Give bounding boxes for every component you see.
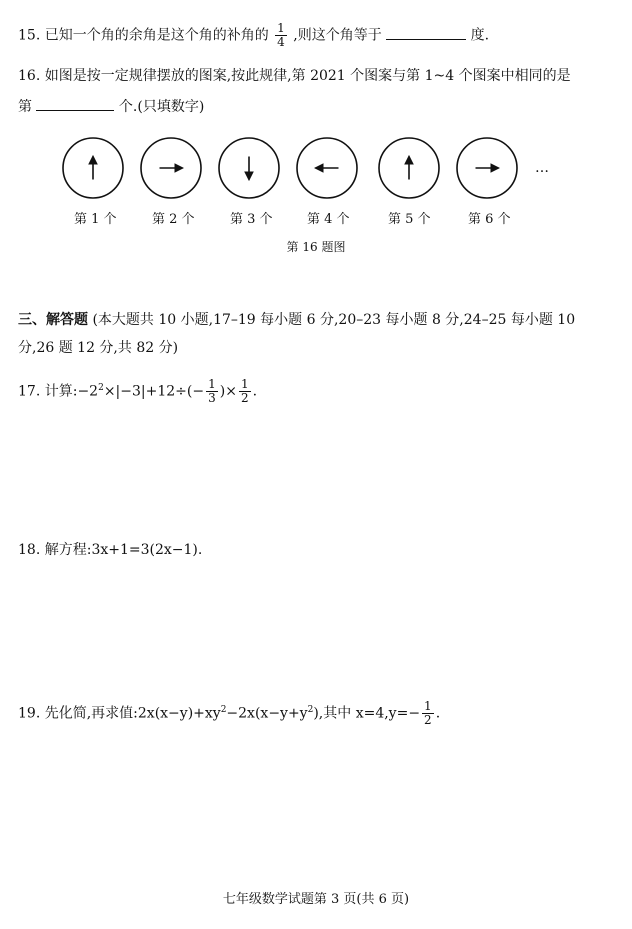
q19-expr-b: −2x(x−y+y <box>226 705 308 722</box>
q16-ellipsis: … <box>535 160 549 176</box>
q19-label: 19. 先化简,再求值: <box>18 705 138 722</box>
question-17 <box>18 378 257 405</box>
section-3-header <box>18 310 575 330</box>
q15-number: 15. <box>18 27 41 44</box>
section-3-title: 三、解答题 <box>18 312 88 328</box>
question-18 <box>18 540 202 560</box>
q17-frac2-num: 1 <box>240 377 249 392</box>
q15-fraction <box>275 22 287 49</box>
question-16-line2 <box>18 96 204 117</box>
q19-exp2: 2 <box>307 705 314 715</box>
q19-exp1: 2 <box>220 705 227 715</box>
question-16-line1 <box>18 66 571 86</box>
q17-frac1-num: 1 <box>208 377 216 392</box>
section-3-desc1: (本大题共 10 小题,17–19 每小题 6 分,20–23 每小题 8 分,24–25 每小题 10 <box>92 312 576 328</box>
q16-answer-blank[interactable] <box>36 96 114 111</box>
fig-label-4: 第 4 个 <box>307 212 350 227</box>
q16-figure-caption: 第 16 题图 <box>286 240 346 254</box>
q19-frac <box>422 700 434 727</box>
q17-frac1-den: 3 <box>208 391 216 406</box>
q15-text-before: 已知一个角的余角是这个角的补角的 <box>44 27 269 44</box>
q19-end: . <box>435 705 441 722</box>
fig-label-2: 第 2 个 <box>152 212 195 227</box>
fig-label-3: 第 3 个 <box>230 212 273 227</box>
section-3-header-line2 <box>18 338 178 358</box>
q19-frac-den: 2 <box>424 713 432 728</box>
q17-expr-c: )× <box>219 383 237 400</box>
q17-end: . <box>252 383 258 400</box>
q15-frac-den: 4 <box>277 35 285 49</box>
q15-answer-blank[interactable] <box>386 25 466 40</box>
q17-expr-a: −2 <box>77 383 99 400</box>
fig-label-6: 第 6 个 <box>468 212 511 227</box>
page-footer: 七年级数学试题第 3 页(共 6 页) <box>222 892 410 907</box>
q16-line2-after: 个.(只填数字) <box>118 99 205 115</box>
section-3-desc2: 分,26 题 12 分,共 82 分) <box>18 340 179 356</box>
q17-exp: 2 <box>98 383 104 393</box>
question-15 <box>18 22 489 49</box>
q17-label: 17. 计算: <box>18 383 78 400</box>
q15-frac-num: 1 <box>277 21 285 35</box>
q17-expr-b: ×|−3|+12÷(− <box>103 383 205 400</box>
q16-line2-before: 第 <box>18 99 32 115</box>
q15-unit: 度. <box>470 27 490 44</box>
q18-label: 18. 解方程: <box>18 542 92 558</box>
q18-equation: 3x+1=3(2x−1). <box>91 542 203 558</box>
fig-label-5: 第 5 个 <box>388 212 431 227</box>
question-19 <box>18 700 440 727</box>
q19-frac-num: 1 <box>424 699 432 714</box>
fig-label-1: 第 1 个 <box>74 212 117 227</box>
q17-frac1 <box>206 378 218 405</box>
q16-text: 16. 如图是按一定规律摆放的图案,按此规律,第 2021 个图案与第 1~4 个图案中相同的是 <box>18 68 571 84</box>
q15-text-after: ,则这个角等于 <box>293 27 382 44</box>
q19-expr-c: ),其中 x=4,y=− <box>313 705 421 722</box>
q17-frac2 <box>239 378 251 405</box>
q16-figure <box>50 130 570 210</box>
q17-frac2-den: 2 <box>240 391 249 406</box>
q19-expr-a: 2x(x−y)+xy <box>137 705 221 722</box>
